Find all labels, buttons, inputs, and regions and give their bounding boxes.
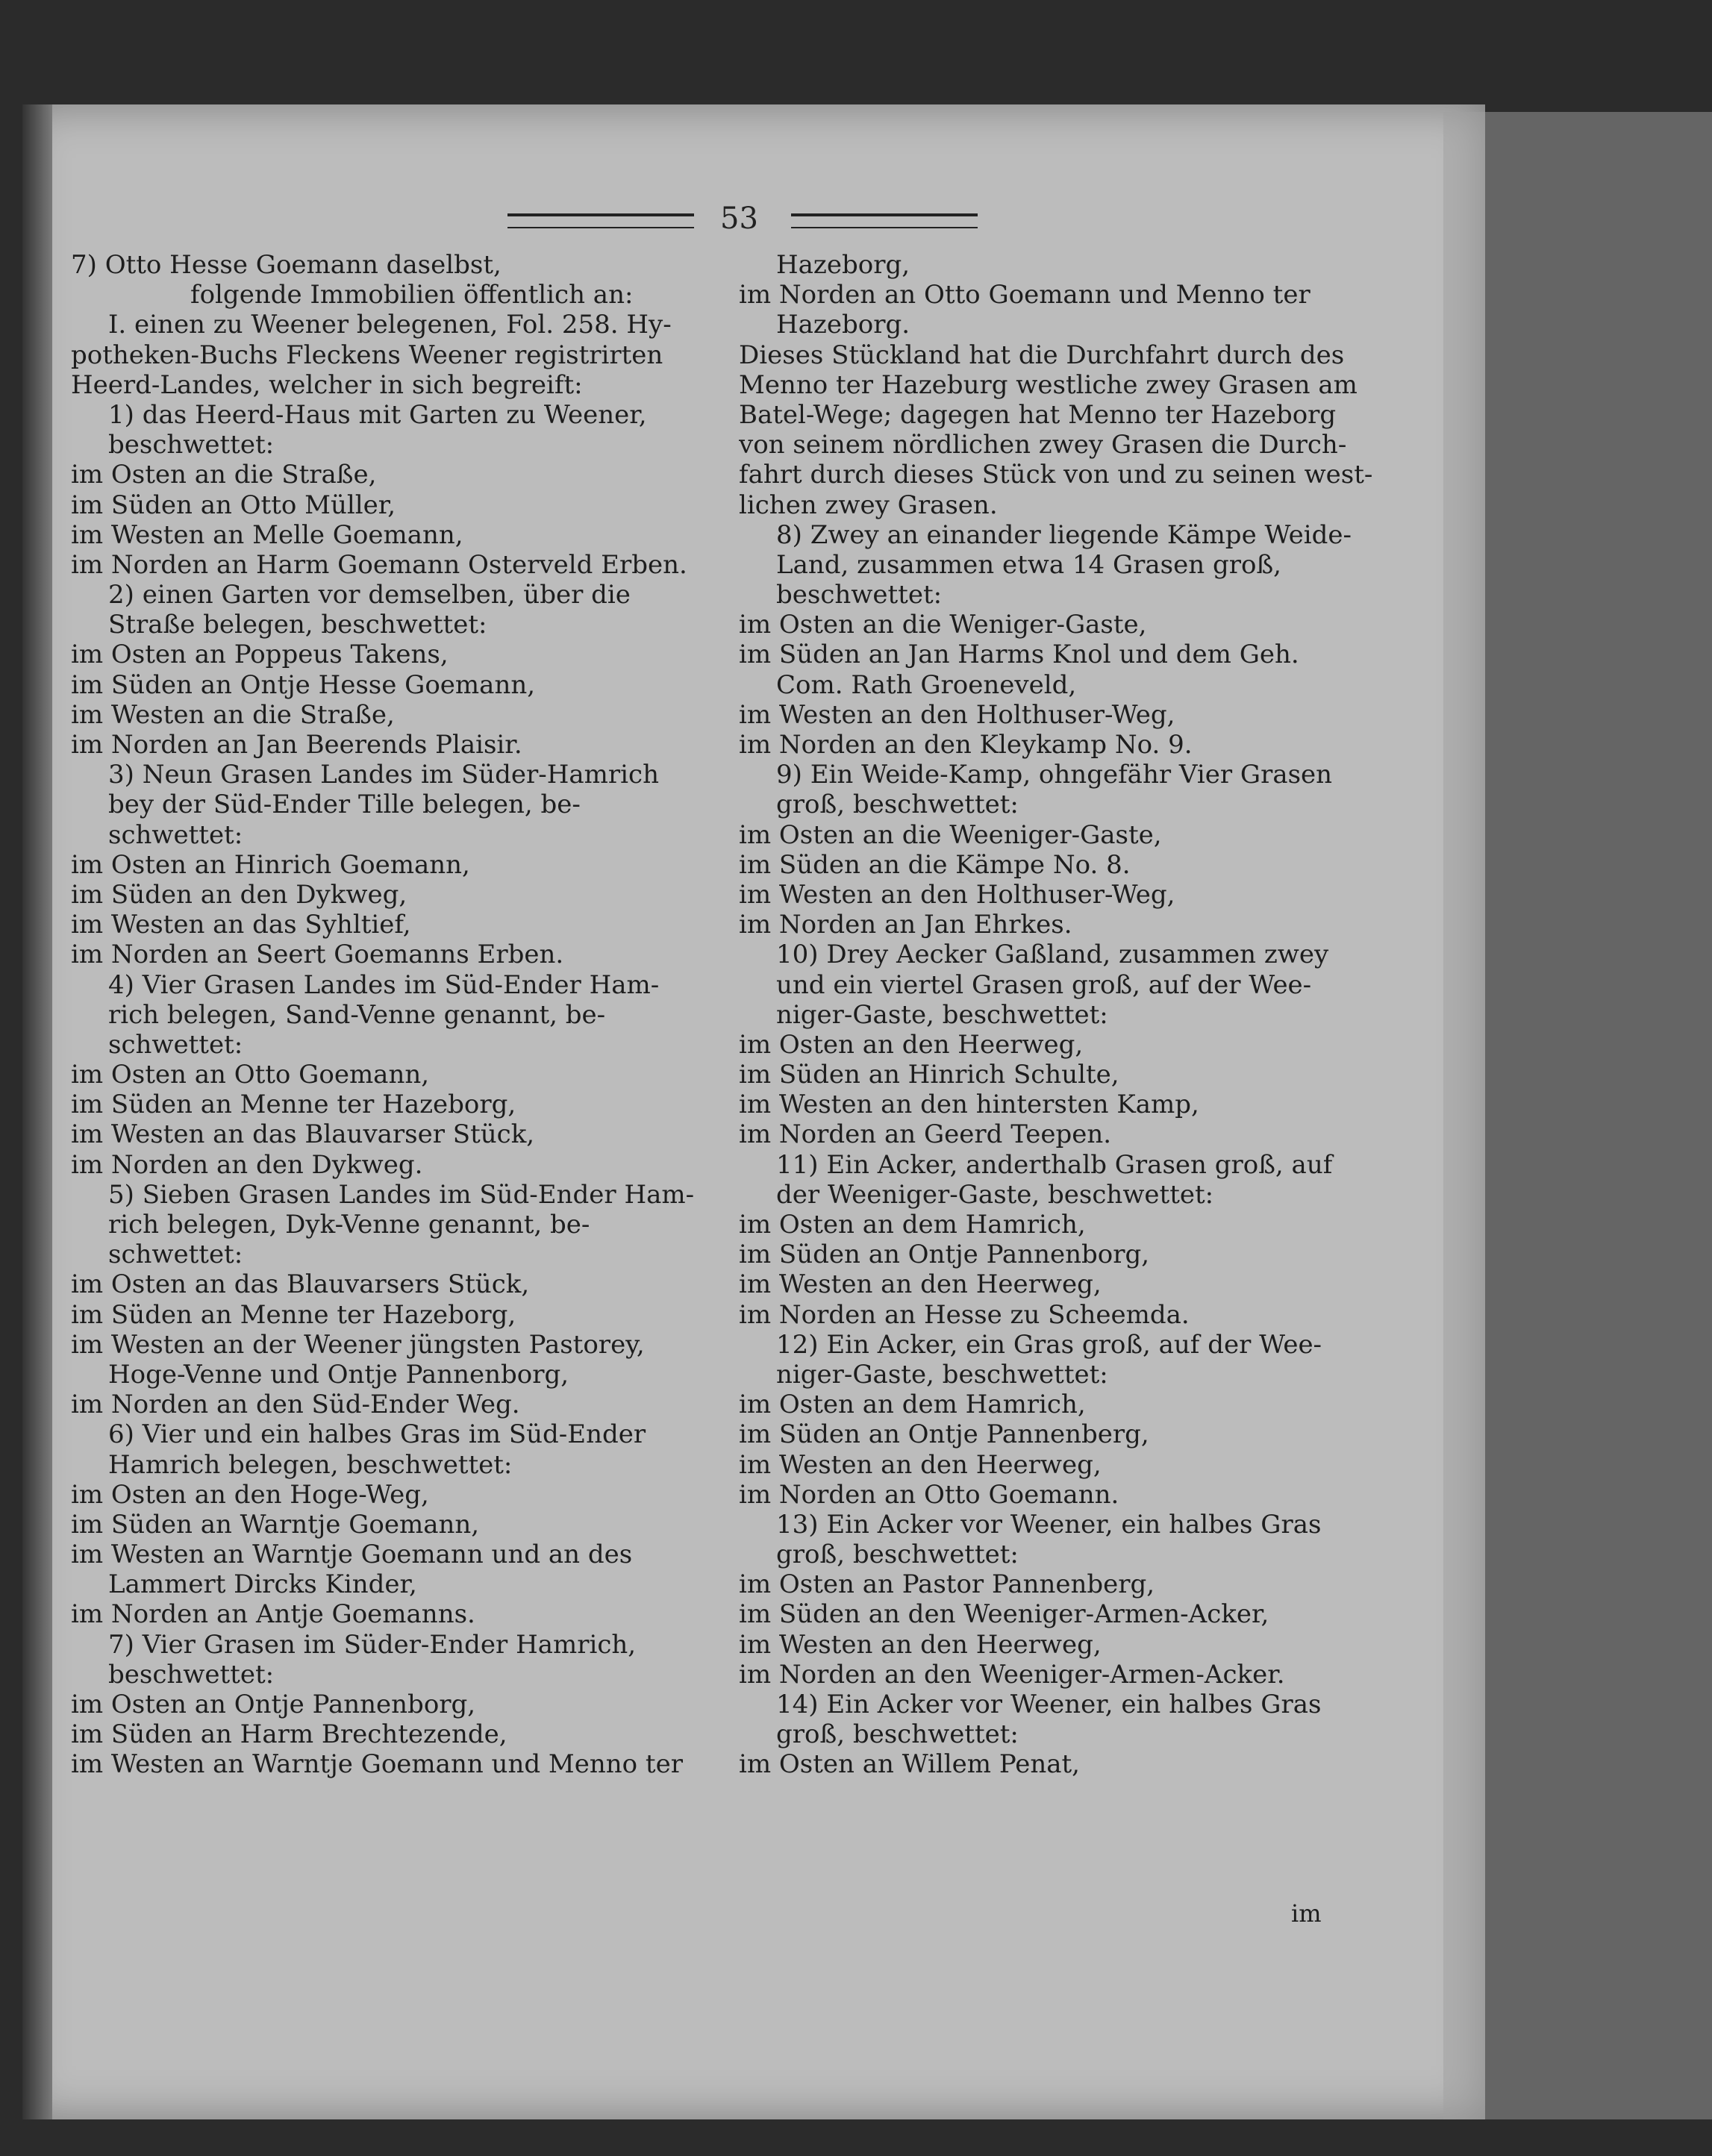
- text-line: im Westen an die Straße,: [71, 699, 395, 730]
- text-line: 12) Ein Acker, ein Gras groß, auf der Wee-: [776, 1329, 1322, 1360]
- text-line: von seinem nördlichen zwey Grasen die Durch-: [739, 430, 1347, 460]
- text-line: beschwettet:: [108, 430, 275, 460]
- page-number: 53: [720, 201, 758, 236]
- text-line: fahrt durch dieses Stück von und zu seinen west-: [739, 460, 1373, 490]
- text-line: im Osten an das Blauvarsers Stück,: [71, 1269, 530, 1300]
- text-line: im Westen an den Heerweg,: [739, 1449, 1102, 1480]
- text-line: schwettet:: [108, 819, 243, 850]
- text-line: im Norden an Seert Goemanns Erben.: [71, 940, 564, 970]
- text-line: im Osten an den Heerweg,: [739, 1029, 1084, 1060]
- text-line: 7) Otto Hesse Goemann daselbst,: [71, 250, 502, 280]
- text-line: im Westen an den Heerweg,: [739, 1269, 1102, 1300]
- text-line: 4) Vier Grasen Landes im Süd-Ender Ham-: [108, 969, 660, 1000]
- text-line: Hoge-Venne und Ontje Pannenborg,: [108, 1359, 569, 1390]
- text-line: rich belegen, Dyk-Venne genannt, be-: [108, 1210, 590, 1240]
- text-line: im Westen an den Holthuser-Weg,: [739, 879, 1175, 910]
- text-line: im Norden an Otto Goemann und Menno ter: [739, 280, 1310, 310]
- text-line: 2) einen Garten vor demselben, über die: [108, 580, 631, 610]
- text-line: im Osten an Hinrich Goemann,: [71, 849, 470, 880]
- text-line: im Norden an den Dykweg.: [71, 1149, 423, 1180]
- header-rule-left: [507, 213, 694, 228]
- text-line: im Norden an Antje Goemanns.: [71, 1599, 475, 1630]
- text-line: niger-Gaste, beschwettet:: [776, 1359, 1108, 1390]
- text-line: 10) Drey Aecker Gaßland, zusammen zwey: [776, 940, 1329, 970]
- text-line: 6) Vier und ein halbes Gras im Süd-Ender: [108, 1419, 646, 1450]
- text-line: im Osten an den Hoge-Weg,: [71, 1479, 429, 1510]
- text-line: 11) Ein Acker, anderthalb Grasen groß, auf: [776, 1149, 1333, 1180]
- text-line: Menno ter Hazeburg westliche zwey Grasen am: [739, 369, 1358, 400]
- text-line: groß, beschwettet:: [776, 790, 1019, 820]
- text-line: 8) Zwey an einander liegende Kämpe Weide-: [776, 519, 1352, 550]
- text-line: schwettet:: [108, 1240, 243, 1270]
- text-line: im Osten an dem Hamrich,: [739, 1390, 1086, 1420]
- text-line: im Westen an den hintersten Kamp,: [739, 1090, 1199, 1120]
- text-line: im Westen an den Holthuser-Weg,: [739, 699, 1175, 730]
- text-line: im Norden an Geerd Teepen.: [739, 1119, 1112, 1150]
- right-column: [739, 250, 1396, 1780]
- text-line: im Süden an Ontje Hesse Goemann,: [71, 669, 536, 700]
- text-line: Lammert Dircks Kinder,: [108, 1569, 417, 1600]
- text-line: im Süden an Hinrich Schulte,: [739, 1060, 1119, 1090]
- text-line: Hamrich belegen, beschwettet:: [108, 1449, 513, 1480]
- text-line: im Westen an der Weener jüngsten Pastorey,: [71, 1329, 645, 1360]
- text-line: Heerd-Landes, welcher in sich begreift:: [71, 369, 583, 400]
- page-header: [507, 200, 970, 237]
- left-column: [71, 250, 713, 1780]
- text-line: im Süden an Otto Müller,: [71, 490, 396, 520]
- text-line: beschwettet:: [108, 1659, 275, 1690]
- text-line: im Süden an Ontje Pannenborg,: [739, 1240, 1150, 1270]
- text-line: im Osten an Poppeus Takens,: [71, 640, 449, 670]
- text-line: im Osten an Willem Penat,: [739, 1749, 1080, 1780]
- text-line: im Süden an Jan Harms Knol und dem Geh.: [739, 640, 1299, 670]
- text-line: im Westen an den Heerweg,: [739, 1629, 1102, 1660]
- text-line: 9) Ein Weide-Kamp, ohngefähr Vier Grasen: [776, 760, 1333, 790]
- text-line: im Norden an Jan Beerends Plaisir.: [71, 730, 522, 760]
- text-line: im Norden an Otto Goemann.: [739, 1479, 1119, 1510]
- text-line: der Weeniger-Gaste, beschwettet:: [776, 1179, 1214, 1210]
- text-line: 14) Ein Acker vor Weener, ein halbes Gras: [776, 1690, 1322, 1719]
- text-line: Hazeborg.: [776, 310, 910, 340]
- text-line: Dieses Stückland hat die Durchfahrt durch des: [739, 340, 1345, 370]
- text-line: im Osten an Otto Goemann,: [71, 1060, 430, 1090]
- text-line: im Westen an Melle Goemann,: [71, 519, 463, 550]
- text-line: im Süden an die Kämpe No. 8.: [739, 849, 1131, 880]
- text-line: Hazeborg,: [776, 250, 910, 280]
- text-line: im Norden an Harm Goemann Osterveld Erben.: [71, 549, 687, 580]
- text-line: Straße belegen, beschwettet:: [108, 610, 487, 640]
- text-line: 7) Vier Grasen im Süder-Ender Hamrich,: [108, 1629, 637, 1660]
- text-line: im Osten an die Weeniger-Gaste,: [739, 819, 1162, 850]
- text-line: im Westen an das Syhltief,: [71, 910, 411, 940]
- book-spine: [22, 104, 52, 2119]
- text-line: im Osten an Pastor Pannenberg,: [739, 1569, 1155, 1600]
- text-line: Com. Rath Groeneveld,: [776, 669, 1077, 700]
- header-rule-right: [791, 213, 978, 228]
- text-line: Land, zusammen etwa 14 Grasen groß,: [776, 549, 1281, 580]
- text-line: im Norden an Hesse zu Scheemda.: [739, 1299, 1190, 1330]
- catchword: im: [1291, 1899, 1322, 1928]
- text-line: im Norden an den Weeniger-Armen-Acker.: [739, 1659, 1285, 1690]
- text-line: rich belegen, Sand-Venne genannt, be-: [108, 999, 606, 1030]
- text-line: groß, beschwettet:: [776, 1540, 1019, 1570]
- text-line: im Osten an Ontje Pannenborg,: [71, 1690, 476, 1719]
- text-line: niger-Gaste, beschwettet:: [776, 999, 1108, 1030]
- text-line: im Norden an den Süd-Ender Weg.: [71, 1390, 520, 1420]
- text-line: im Westen an Warntje Goemann und Menno ter: [71, 1749, 683, 1780]
- text-line: und ein viertel Grasen groß, auf der Wee-: [776, 969, 1312, 1000]
- text-line: beschwettet:: [776, 580, 943, 610]
- text-line: im Süden an Ontje Pannenberg,: [739, 1419, 1149, 1450]
- text-line: im Westen an das Blauvarser Stück,: [71, 1119, 535, 1150]
- text-line: im Süden an Menne ter Hazeborg,: [71, 1299, 516, 1330]
- next-page-edge: [1443, 112, 1712, 2119]
- text-line: potheken-Buchs Fleckens Weener registrirten: [71, 340, 663, 370]
- text-line: 1) das Heerd-Haus mit Garten zu Weener,: [108, 399, 647, 430]
- text-line: I. einen zu Weener belegenen, Fol. 258. Hy-: [108, 310, 672, 340]
- text-line: groß, beschwettet:: [776, 1719, 1019, 1750]
- text-line: schwettet:: [108, 1029, 243, 1060]
- text-line: lichen zwey Grasen.: [739, 490, 998, 520]
- text-line: 3) Neun Grasen Landes im Süder-Hamrich: [108, 760, 659, 790]
- text-line: bey der Süd-Ender Tille belegen, be-: [108, 790, 581, 820]
- text-line: im Osten an die Weniger-Gaste,: [739, 610, 1147, 640]
- text-line: im Westen an Warntje Goemann und an des: [71, 1540, 633, 1570]
- text-line: im Süden an den Weeniger-Armen-Acker,: [739, 1599, 1269, 1630]
- text-line: im Osten an die Straße,: [71, 460, 377, 490]
- text-line: Batel-Wege; dagegen hat Menno ter Hazeborg: [739, 399, 1337, 430]
- text-line: im Süden an den Dykweg,: [71, 879, 407, 910]
- text-line: im Osten an dem Hamrich,: [739, 1210, 1086, 1240]
- text-line: im Norden an den Kleykamp No. 9.: [739, 730, 1193, 760]
- text-line: im Norden an Jan Ehrkes.: [739, 910, 1072, 940]
- text-line: im Süden an Harm Brechtezende,: [71, 1719, 507, 1750]
- text-line: 5) Sieben Grasen Landes im Süd-Ender Ham-: [108, 1179, 695, 1210]
- text-line: im Süden an Warntje Goemann,: [71, 1509, 480, 1540]
- text-line: im Süden an Menne ter Hazeborg,: [71, 1090, 516, 1120]
- text-line: folgende Immobilien öffentlich an:: [190, 280, 634, 310]
- text-line: 13) Ein Acker vor Weener, ein halbes Gras: [776, 1509, 1322, 1540]
